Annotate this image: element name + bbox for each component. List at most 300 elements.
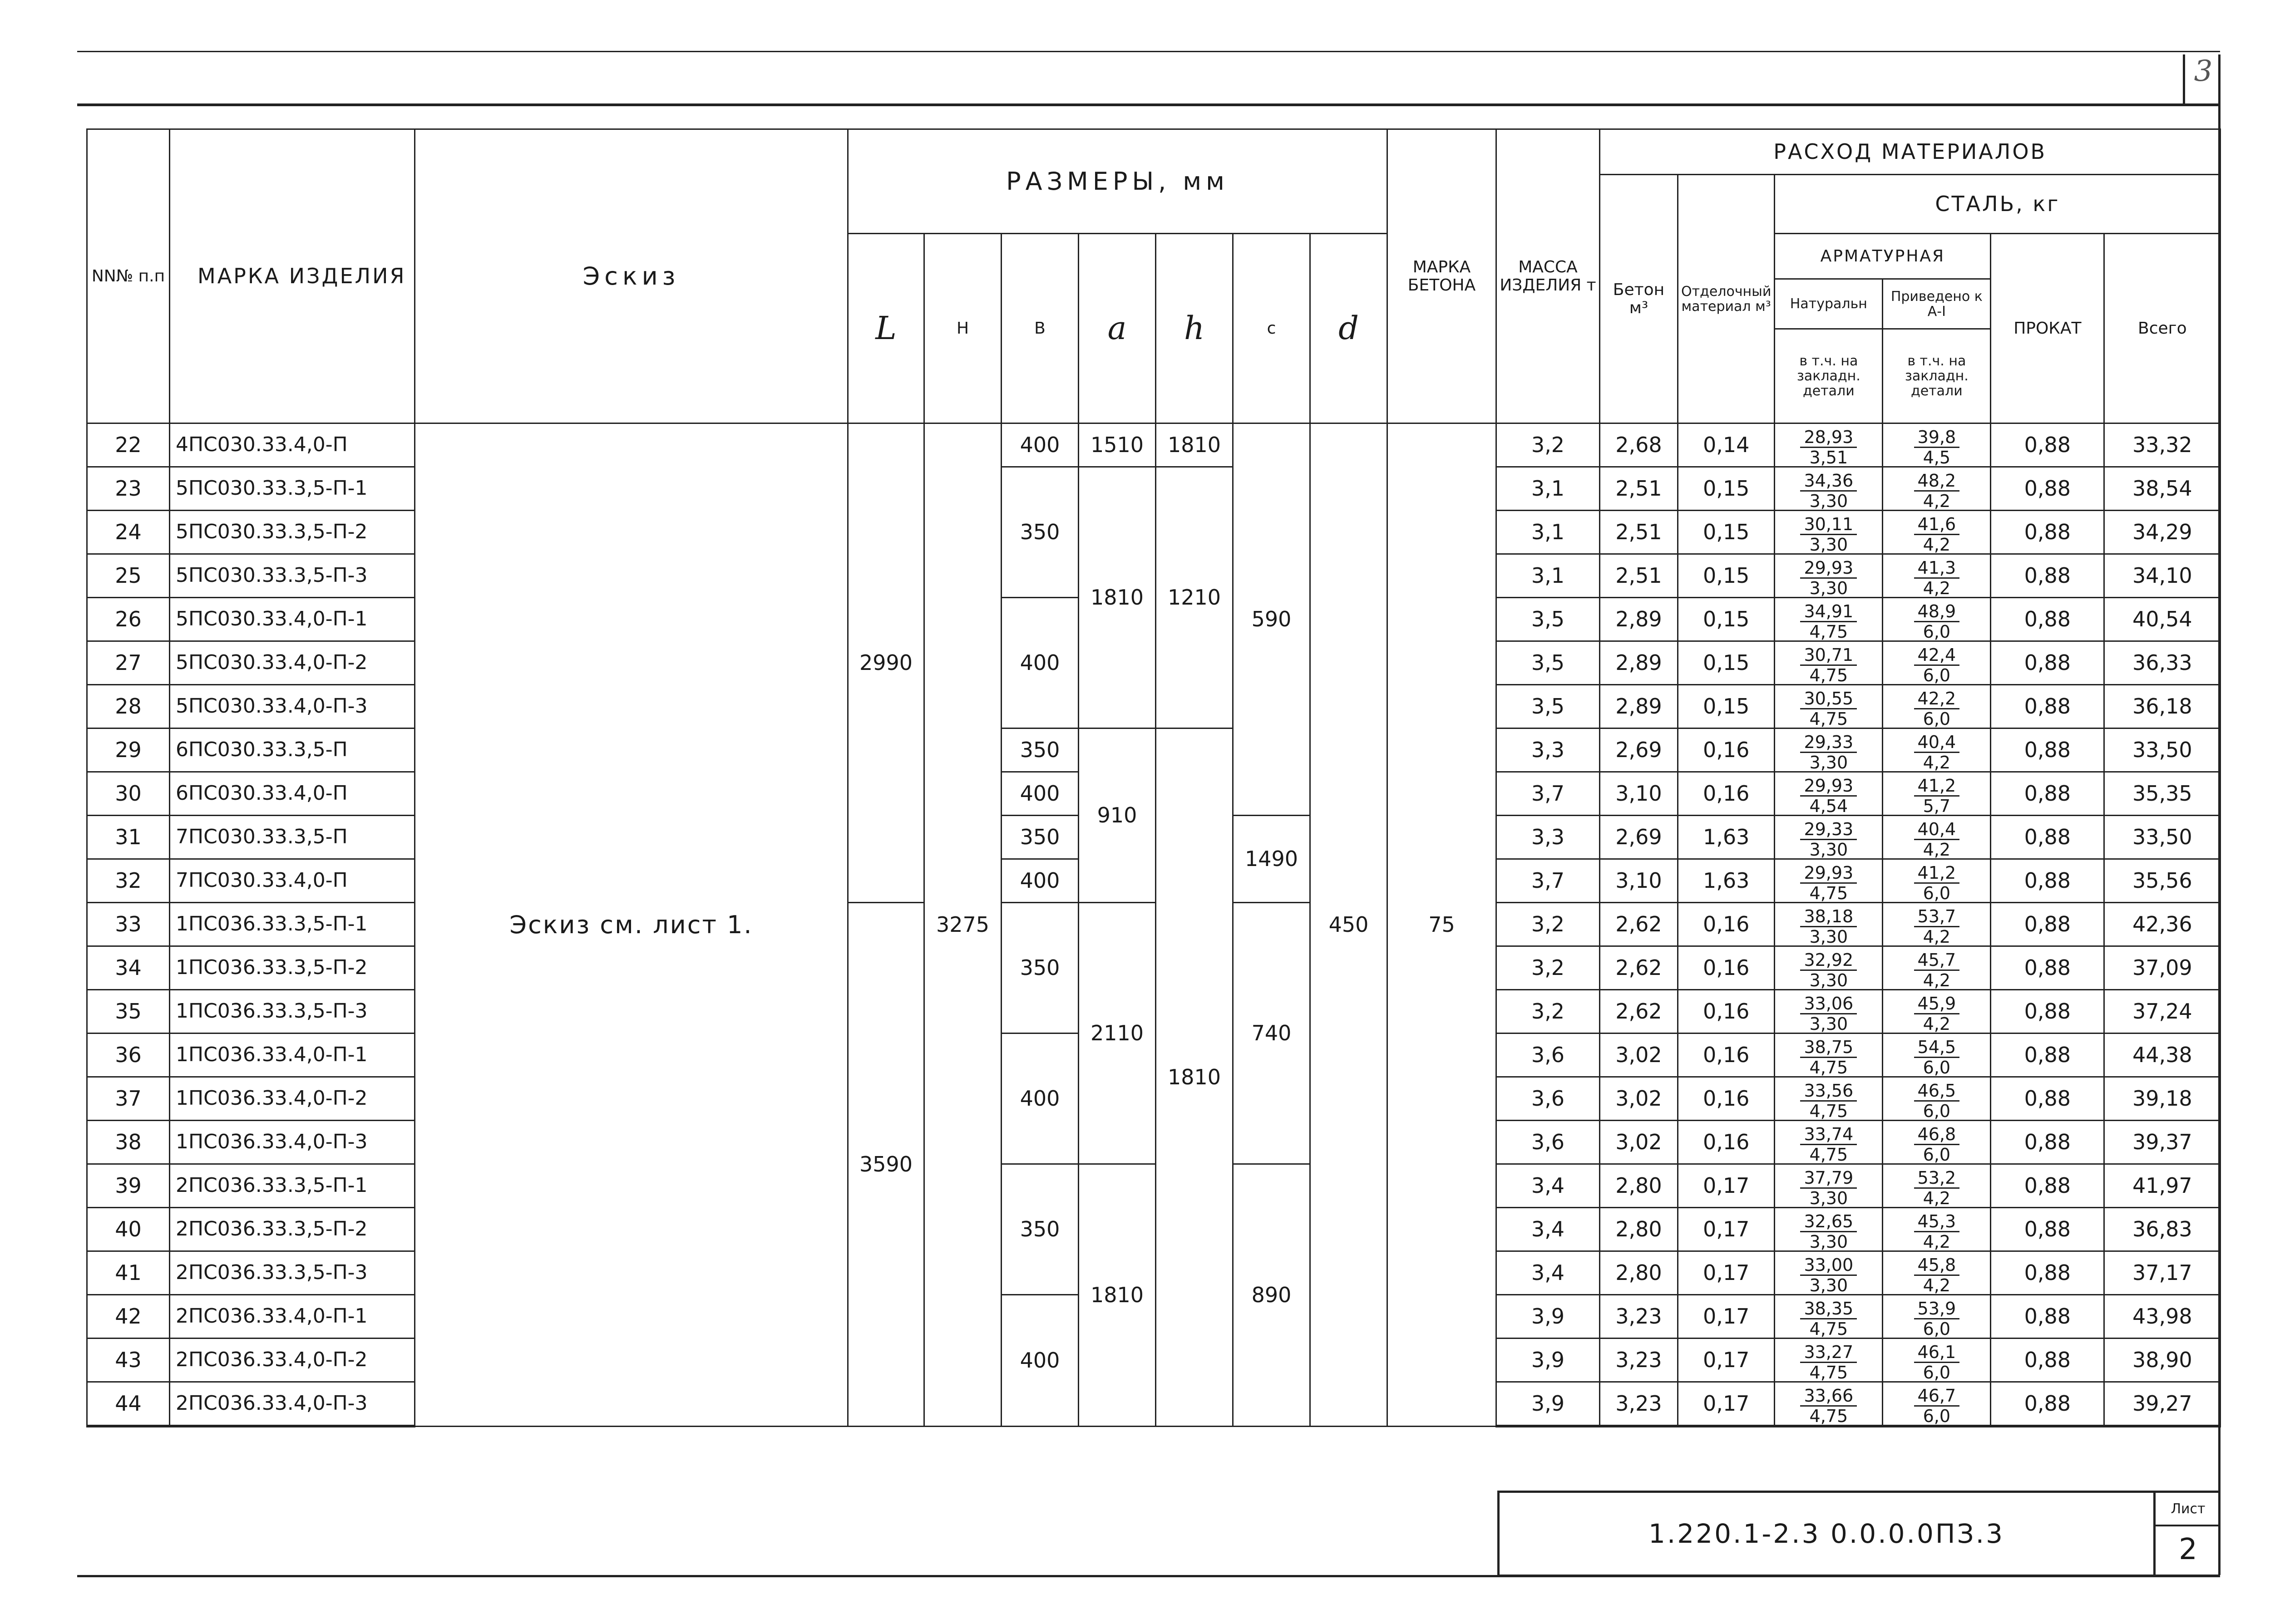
rebar-reduced-fraction bbox=[1914, 690, 1960, 728]
header-dim-c: c bbox=[1233, 234, 1310, 423]
row-number: 34 bbox=[87, 946, 170, 990]
product-mark: 1ПС036.33.3,5-П-3 bbox=[170, 990, 415, 1033]
product-mark: 1ПС036.33.4,0-П-2 bbox=[170, 1077, 415, 1121]
mass-value: 3,5 bbox=[1496, 641, 1600, 685]
concrete-volume: 2,51 bbox=[1600, 511, 1678, 554]
rebar-natural bbox=[1775, 554, 1883, 598]
total-steel-value: 39,18 bbox=[2104, 1077, 2221, 1121]
product-mark: 2ПС036.33.4,0-П-1 bbox=[170, 1295, 415, 1339]
rebar-reduced-total: 46,7 bbox=[1914, 1387, 1960, 1407]
rebar-reduced-embedded: 4,2 bbox=[1923, 491, 1951, 511]
header-dim-B: B bbox=[1002, 234, 1079, 423]
rebar-natural-fraction bbox=[1800, 1169, 1857, 1207]
rebar-natural-total: 29,93 bbox=[1800, 777, 1857, 797]
rebar-reduced-fraction bbox=[1914, 428, 1960, 466]
dim-c-value: 1490 bbox=[1233, 816, 1310, 903]
total-steel-value: 33,50 bbox=[2104, 816, 2221, 859]
rebar-natural-fraction bbox=[1800, 1126, 1857, 1163]
dim-B-value: 350 bbox=[1002, 728, 1079, 772]
rebar-natural-fraction bbox=[1800, 908, 1857, 945]
product-mark: 4ПС030.33.4,0-П bbox=[170, 423, 415, 467]
rolled-steel-value: 0,88 bbox=[1991, 728, 2104, 772]
rebar-reduced-embedded: 5,7 bbox=[1923, 796, 1951, 816]
product-mark: 5ПС030.33.3,5-П-2 bbox=[170, 511, 415, 554]
finishing-volume: 0,15 bbox=[1678, 685, 1775, 728]
dim-a-value: 1810 bbox=[1079, 467, 1156, 728]
rebar-reduced-total: 46,8 bbox=[1914, 1126, 1960, 1145]
row-number: 22 bbox=[87, 423, 170, 467]
total-steel-value: 35,35 bbox=[2104, 772, 2221, 816]
concrete-volume: 3,02 bbox=[1600, 1121, 1678, 1164]
concrete-volume: 2,80 bbox=[1600, 1164, 1678, 1208]
rolled-steel-value: 0,88 bbox=[1991, 946, 2104, 990]
rebar-reduced-total: 42,4 bbox=[1914, 646, 1960, 666]
rebar-natural-embedded: 3,30 bbox=[1809, 839, 1848, 859]
header-sketch: Эскиз bbox=[415, 129, 848, 423]
rebar-natural-embedded: 3,30 bbox=[1809, 491, 1848, 511]
concrete-volume: 3,02 bbox=[1600, 1077, 1678, 1121]
product-mark: 5ПС030.33.4,0-П-2 bbox=[170, 641, 415, 685]
mass-value: 3,6 bbox=[1496, 1077, 1600, 1121]
dim-B-value: 400 bbox=[1002, 1033, 1079, 1164]
total-steel-value: 41,97 bbox=[2104, 1164, 2221, 1208]
rebar-reduced-embedded: 6,0 bbox=[1923, 1144, 1951, 1164]
rebar-natural-fraction bbox=[1800, 1256, 1857, 1294]
rebar-reduced-embedded: 4,2 bbox=[1923, 926, 1951, 946]
rebar-natural bbox=[1775, 903, 1883, 946]
mass-value: 3,2 bbox=[1496, 423, 1600, 467]
rebar-natural-embedded: 4,75 bbox=[1809, 709, 1848, 728]
rebar-reduced-embedded: 6,0 bbox=[1923, 883, 1951, 903]
rebar-natural bbox=[1775, 1077, 1883, 1121]
rebar-natural-embedded: 3,30 bbox=[1809, 1188, 1848, 1208]
rebar-reduced-fraction bbox=[1914, 821, 1960, 858]
row-number: 37 bbox=[87, 1077, 170, 1121]
rebar-reduced bbox=[1883, 772, 1991, 816]
product-mark: 2ПС036.33.4,0-П-3 bbox=[170, 1382, 415, 1427]
mass-value: 3,1 bbox=[1496, 554, 1600, 598]
table-body bbox=[87, 423, 2221, 1427]
total-steel-value: 35,56 bbox=[2104, 859, 2221, 903]
finishing-volume: 0,17 bbox=[1678, 1382, 1775, 1427]
rebar-reduced-fraction bbox=[1914, 1169, 1960, 1207]
product-mark: 2ПС036.33.3,5-П-1 bbox=[170, 1164, 415, 1208]
sheet-label: Лист bbox=[2156, 1493, 2221, 1526]
rebar-reduced bbox=[1883, 859, 1991, 903]
dim-H-value: 3275 bbox=[924, 423, 1002, 1427]
total-steel-value: 34,10 bbox=[2104, 554, 2221, 598]
concrete-volume: 3,10 bbox=[1600, 859, 1678, 903]
rebar-reduced-embedded: 4,2 bbox=[1923, 1014, 1951, 1033]
rolled-steel-value: 0,88 bbox=[1991, 467, 2104, 511]
rebar-reduced-fraction bbox=[1914, 908, 1960, 945]
rebar-reduced-embedded: 6,0 bbox=[1923, 1362, 1951, 1382]
rolled-steel-value: 0,88 bbox=[1991, 772, 2104, 816]
header-rebar: АРМАТУРНАЯ bbox=[1775, 234, 1991, 279]
total-steel-value: 33,32 bbox=[2104, 423, 2221, 467]
product-mark: 2ПС036.33.3,5-П-3 bbox=[170, 1251, 415, 1295]
total-steel-value: 37,24 bbox=[2104, 990, 2221, 1033]
rebar-natural-embedded: 3,30 bbox=[1809, 926, 1848, 946]
total-steel-value: 36,18 bbox=[2104, 685, 2221, 728]
row-number: 43 bbox=[87, 1339, 170, 1382]
total-steel-value: 43,98 bbox=[2104, 1295, 2221, 1339]
rolled-steel-value: 0,88 bbox=[1991, 1339, 2104, 1382]
rebar-reduced-embedded: 6,0 bbox=[1923, 1406, 1951, 1426]
rolled-steel-value: 0,88 bbox=[1991, 1164, 2104, 1208]
row-number: 39 bbox=[87, 1164, 170, 1208]
product-mark: 1ПС036.33.4,0-П-3 bbox=[170, 1121, 415, 1164]
rebar-reduced bbox=[1883, 903, 1991, 946]
rebar-reduced bbox=[1883, 1339, 1991, 1382]
header-reduced-embedded: в т.ч. на закладн. детали bbox=[1883, 329, 1991, 423]
rebar-natural-fraction bbox=[1800, 733, 1857, 771]
rebar-natural-embedded: 4,75 bbox=[1809, 665, 1848, 685]
rebar-reduced-embedded: 6,0 bbox=[1923, 709, 1951, 728]
rebar-reduced-fraction bbox=[1914, 1082, 1960, 1120]
finishing-volume: 0,17 bbox=[1678, 1339, 1775, 1382]
total-steel-value: 33,50 bbox=[2104, 728, 2221, 772]
rebar-natural-total: 33,74 bbox=[1800, 1126, 1857, 1145]
rebar-reduced bbox=[1883, 423, 1991, 467]
rebar-natural-embedded: 3,30 bbox=[1809, 1231, 1848, 1251]
finishing-volume: 0,16 bbox=[1678, 1121, 1775, 1164]
rebar-reduced-embedded: 4,5 bbox=[1923, 447, 1951, 467]
sheet-corner-mark: 3 bbox=[2183, 54, 2221, 104]
mass-value: 3,4 bbox=[1496, 1251, 1600, 1295]
table-row bbox=[87, 467, 2221, 511]
dim-a-value: 2110 bbox=[1079, 903, 1156, 1164]
concrete-volume: 3,23 bbox=[1600, 1339, 1678, 1382]
header-concrete: Бетон м³ bbox=[1600, 175, 1678, 423]
rebar-natural bbox=[1775, 946, 1883, 990]
rebar-natural-total: 33,56 bbox=[1800, 1082, 1857, 1102]
rebar-natural-total: 38,75 bbox=[1800, 1038, 1857, 1058]
rebar-natural-total: 33,00 bbox=[1800, 1256, 1857, 1276]
total-steel-value: 39,37 bbox=[2104, 1121, 2221, 1164]
rebar-reduced-fraction bbox=[1914, 516, 1960, 553]
rebar-reduced-total: 46,1 bbox=[1914, 1343, 1960, 1363]
concrete-volume: 3,02 bbox=[1600, 1033, 1678, 1077]
row-number: 33 bbox=[87, 903, 170, 946]
rebar-reduced bbox=[1883, 1208, 1991, 1251]
rebar-natural-fraction bbox=[1800, 559, 1857, 597]
rebar-natural bbox=[1775, 728, 1883, 772]
concrete-volume: 2,89 bbox=[1600, 598, 1678, 641]
finishing-volume: 0,15 bbox=[1678, 598, 1775, 641]
rebar-natural-total: 33,06 bbox=[1800, 995, 1857, 1014]
product-mark: 1ПС036.33.4,0-П-1 bbox=[170, 1033, 415, 1077]
rebar-natural-fraction bbox=[1800, 864, 1857, 902]
finishing-volume: 0,16 bbox=[1678, 728, 1775, 772]
rebar-natural bbox=[1775, 598, 1883, 641]
rebar-reduced-fraction bbox=[1914, 1256, 1960, 1294]
finishing-volume: 0,16 bbox=[1678, 1033, 1775, 1077]
rebar-reduced bbox=[1883, 467, 1991, 511]
mass-value: 3,2 bbox=[1496, 946, 1600, 990]
dim-a-value: 1510 bbox=[1079, 423, 1156, 467]
rebar-natural-fraction bbox=[1800, 646, 1857, 684]
header-material-consumption: РАСХОД МАТЕРИАЛОВ bbox=[1600, 129, 2221, 175]
rebar-natural-total: 29,93 bbox=[1800, 864, 1857, 884]
concrete-volume: 3,10 bbox=[1600, 772, 1678, 816]
concrete-volume: 2,69 bbox=[1600, 728, 1678, 772]
rebar-natural-embedded: 4,75 bbox=[1809, 1319, 1848, 1339]
rebar-natural-total: 33,27 bbox=[1800, 1343, 1857, 1363]
rebar-natural bbox=[1775, 467, 1883, 511]
header-finishing-material: Отделочный материал м³ bbox=[1678, 175, 1775, 423]
rebar-natural-fraction bbox=[1800, 516, 1857, 553]
table-row bbox=[87, 423, 2221, 467]
product-mark: 6ПС030.33.3,5-П bbox=[170, 728, 415, 772]
rebar-reduced-fraction bbox=[1914, 646, 1960, 684]
rebar-reduced-total: 40,4 bbox=[1914, 733, 1960, 753]
row-number: 29 bbox=[87, 728, 170, 772]
sheet-box bbox=[2153, 1493, 2221, 1575]
row-number: 44 bbox=[87, 1382, 170, 1427]
rebar-natural-total: 37,79 bbox=[1800, 1169, 1857, 1189]
rebar-natural-fraction bbox=[1800, 428, 1857, 466]
header-natural-embedded: в т.ч. на закладн. детали bbox=[1775, 329, 1883, 423]
rebar-reduced-embedded: 6,0 bbox=[1923, 1101, 1951, 1121]
rebar-natural bbox=[1775, 1208, 1883, 1251]
header-dim-L: L bbox=[848, 234, 924, 423]
title-block bbox=[1497, 1491, 2220, 1577]
rebar-natural-embedded: 4,75 bbox=[1809, 883, 1848, 903]
rebar-reduced-total: 45,3 bbox=[1914, 1213, 1960, 1232]
rebar-reduced-fraction bbox=[1914, 603, 1960, 640]
row-number: 42 bbox=[87, 1295, 170, 1339]
rolled-steel-value: 0,88 bbox=[1991, 903, 2104, 946]
rebar-natural bbox=[1775, 772, 1883, 816]
top-thin-rule bbox=[77, 51, 2220, 52]
rolled-steel-value: 0,88 bbox=[1991, 641, 2104, 685]
header-row-number: NN№ п.п bbox=[87, 129, 170, 423]
sketch-note: Эскиз см. лист 1. bbox=[415, 423, 848, 1427]
rebar-reduced-embedded: 4,2 bbox=[1923, 970, 1951, 990]
rebar-reduced bbox=[1883, 1121, 1991, 1164]
mass-value: 3,2 bbox=[1496, 990, 1600, 1033]
rebar-reduced bbox=[1883, 641, 1991, 685]
rolled-steel-value: 0,88 bbox=[1991, 1295, 2104, 1339]
product-mark: 1ПС036.33.3,5-П-1 bbox=[170, 903, 415, 946]
header-dim-d: d bbox=[1310, 234, 1387, 423]
mass-value: 3,5 bbox=[1496, 685, 1600, 728]
rebar-natural bbox=[1775, 1164, 1883, 1208]
rebar-reduced bbox=[1883, 816, 1991, 859]
rebar-reduced-total: 48,9 bbox=[1914, 603, 1960, 622]
mass-value: 3,9 bbox=[1496, 1339, 1600, 1382]
concrete-volume: 2,62 bbox=[1600, 903, 1678, 946]
row-number: 35 bbox=[87, 990, 170, 1033]
mass-value: 3,1 bbox=[1496, 467, 1600, 511]
concrete-volume: 2,51 bbox=[1600, 467, 1678, 511]
rolled-steel-value: 0,88 bbox=[1991, 990, 2104, 1033]
table-header bbox=[87, 129, 2221, 423]
rebar-reduced-total: 41,3 bbox=[1914, 559, 1960, 579]
rebar-natural bbox=[1775, 511, 1883, 554]
rebar-natural bbox=[1775, 1339, 1883, 1382]
product-mark: 6ПС030.33.4,0-П bbox=[170, 772, 415, 816]
row-number: 41 bbox=[87, 1251, 170, 1295]
rebar-natural-embedded: 3,30 bbox=[1809, 970, 1848, 990]
finishing-volume: 0,17 bbox=[1678, 1295, 1775, 1339]
finishing-volume: 0,16 bbox=[1678, 1077, 1775, 1121]
row-number: 40 bbox=[87, 1208, 170, 1251]
rebar-reduced-total: 48,2 bbox=[1914, 472, 1960, 492]
finishing-volume: 1,63 bbox=[1678, 859, 1775, 903]
mass-value: 3,2 bbox=[1496, 903, 1600, 946]
dim-h-value: 1810 bbox=[1156, 423, 1233, 467]
rebar-natural bbox=[1775, 1382, 1883, 1427]
dim-c-value: 890 bbox=[1233, 1164, 1310, 1427]
dim-L-value: 2990 bbox=[848, 423, 924, 903]
rebar-natural-fraction bbox=[1800, 995, 1857, 1033]
rebar-reduced-total: 42,2 bbox=[1914, 690, 1960, 709]
concrete-volume: 3,23 bbox=[1600, 1382, 1678, 1427]
rebar-reduced-total: 45,7 bbox=[1914, 951, 1960, 971]
dim-c-value: 590 bbox=[1233, 423, 1310, 816]
rebar-reduced-total: 54,5 bbox=[1914, 1038, 1960, 1058]
product-mark: 7ПС030.33.4,0-П bbox=[170, 859, 415, 903]
product-mark: 5ПС030.33.4,0-П-1 bbox=[170, 598, 415, 641]
finishing-volume: 0,16 bbox=[1678, 990, 1775, 1033]
header-dim-a: a bbox=[1079, 234, 1156, 423]
rebar-reduced-embedded: 6,0 bbox=[1923, 665, 1951, 685]
rebar-natural-total: 34,36 bbox=[1800, 472, 1857, 492]
dim-B-value: 400 bbox=[1002, 772, 1079, 816]
rolled-steel-value: 0,88 bbox=[1991, 511, 2104, 554]
rebar-reduced-total: 45,8 bbox=[1914, 1256, 1960, 1276]
rebar-reduced-fraction bbox=[1914, 733, 1960, 771]
rebar-reduced-embedded: 4,2 bbox=[1923, 1188, 1951, 1208]
rebar-reduced-fraction bbox=[1914, 472, 1960, 510]
concrete-grade-value: 75 bbox=[1387, 423, 1496, 1427]
rebar-reduced-fraction bbox=[1914, 1213, 1960, 1250]
product-mark: 7ПС030.33.3,5-П bbox=[170, 816, 415, 859]
dim-d-value: 450 bbox=[1310, 423, 1387, 1427]
total-steel-value: 40,54 bbox=[2104, 598, 2221, 641]
rolled-steel-value: 0,88 bbox=[1991, 1077, 2104, 1121]
rolled-steel-value: 0,88 bbox=[1991, 554, 2104, 598]
finishing-volume: 0,17 bbox=[1678, 1251, 1775, 1295]
rebar-natural-fraction bbox=[1800, 1082, 1857, 1120]
header-total: Всего bbox=[2104, 234, 2221, 423]
rolled-steel-value: 0,88 bbox=[1991, 859, 2104, 903]
mass-value: 3,6 bbox=[1496, 1121, 1600, 1164]
rebar-reduced bbox=[1883, 1251, 1991, 1295]
row-number: 31 bbox=[87, 816, 170, 859]
rebar-natural-fraction bbox=[1800, 1300, 1857, 1338]
product-mark: 5ПС030.33.3,5-П-1 bbox=[170, 467, 415, 511]
product-mark: 2ПС036.33.3,5-П-2 bbox=[170, 1208, 415, 1251]
rebar-reduced-total: 41,6 bbox=[1914, 516, 1960, 535]
rolled-steel-value: 0,88 bbox=[1991, 816, 2104, 859]
rebar-reduced-total: 41,2 bbox=[1914, 777, 1960, 797]
rebar-reduced bbox=[1883, 685, 1991, 728]
rebar-natural-embedded: 4,75 bbox=[1809, 621, 1848, 641]
rolled-steel-value: 0,88 bbox=[1991, 1208, 2104, 1251]
concrete-volume: 2,89 bbox=[1600, 685, 1678, 728]
rebar-natural-embedded: 4,75 bbox=[1809, 1057, 1848, 1077]
mass-value: 3,3 bbox=[1496, 728, 1600, 772]
rebar-natural-embedded: 4,75 bbox=[1809, 1362, 1848, 1382]
rebar-natural-fraction bbox=[1800, 777, 1857, 815]
rebar-natural-total: 38,35 bbox=[1800, 1300, 1857, 1319]
dim-a-value: 1810 bbox=[1079, 1164, 1156, 1427]
row-number: 32 bbox=[87, 859, 170, 903]
rebar-reduced-total: 40,4 bbox=[1914, 821, 1960, 840]
header-dim-h: h bbox=[1156, 234, 1233, 423]
total-steel-value: 36,83 bbox=[2104, 1208, 2221, 1251]
dim-B-value: 400 bbox=[1002, 598, 1079, 728]
rebar-reduced bbox=[1883, 598, 1991, 641]
finishing-volume: 0,16 bbox=[1678, 772, 1775, 816]
rebar-reduced-embedded: 4,2 bbox=[1923, 1275, 1951, 1295]
total-steel-value: 38,90 bbox=[2104, 1339, 2221, 1382]
total-steel-value: 37,17 bbox=[2104, 1251, 2221, 1295]
rebar-reduced-total: 53,9 bbox=[1914, 1300, 1960, 1319]
dim-h-value: 1810 bbox=[1156, 728, 1233, 1427]
rebar-natural bbox=[1775, 1251, 1883, 1295]
rebar-natural-fraction bbox=[1800, 1213, 1857, 1250]
rolled-steel-value: 0,88 bbox=[1991, 1121, 2104, 1164]
dim-B-value: 400 bbox=[1002, 423, 1079, 467]
dim-B-value: 350 bbox=[1002, 903, 1079, 1033]
rebar-natural bbox=[1775, 1295, 1883, 1339]
rebar-natural-total: 28,93 bbox=[1800, 428, 1857, 448]
table-row bbox=[87, 1164, 2221, 1208]
dim-c-value: 740 bbox=[1233, 903, 1310, 1164]
rolled-steel-value: 0,88 bbox=[1991, 423, 2104, 467]
rebar-natural bbox=[1775, 1121, 1883, 1164]
table-row bbox=[87, 728, 2221, 772]
rebar-reduced-fraction bbox=[1914, 951, 1960, 989]
rebar-reduced-total: 53,7 bbox=[1914, 908, 1960, 927]
mass-value: 3,6 bbox=[1496, 1033, 1600, 1077]
header-product-mass: МАССА ИЗДЕЛИЯ т bbox=[1496, 129, 1600, 423]
finishing-volume: 1,63 bbox=[1678, 816, 1775, 859]
mass-value: 3,9 bbox=[1496, 1295, 1600, 1339]
rebar-natural-total: 30,11 bbox=[1800, 516, 1857, 535]
rebar-reduced bbox=[1883, 554, 1991, 598]
rebar-natural-embedded: 3,51 bbox=[1809, 447, 1848, 467]
header-dim-H: H bbox=[924, 234, 1002, 423]
header-rebar-natural: Натуральн bbox=[1775, 279, 1883, 329]
finishing-volume: 0,15 bbox=[1678, 641, 1775, 685]
finishing-volume: 0,17 bbox=[1678, 1164, 1775, 1208]
product-mark: 5ПС030.33.3,5-П-3 bbox=[170, 554, 415, 598]
mass-value: 3,4 bbox=[1496, 1208, 1600, 1251]
rebar-natural-fraction bbox=[1800, 472, 1857, 510]
product-mark: 5ПС030.33.4,0-П-3 bbox=[170, 685, 415, 728]
document-code: 1.220.1-2.3 0.0.0.0ПЗ.3 bbox=[1648, 1518, 2005, 1549]
rebar-reduced-fraction bbox=[1914, 559, 1960, 597]
rebar-natural-total: 38,18 bbox=[1800, 908, 1857, 927]
rebar-natural-total: 34,91 bbox=[1800, 603, 1857, 622]
finishing-volume: 0,15 bbox=[1678, 554, 1775, 598]
rebar-reduced-total: 45,9 bbox=[1914, 995, 1960, 1014]
rolled-steel-value: 0,88 bbox=[1991, 1033, 2104, 1077]
total-steel-value: 38,54 bbox=[2104, 467, 2221, 511]
rebar-natural-embedded: 4,75 bbox=[1809, 1101, 1848, 1121]
rebar-reduced bbox=[1883, 728, 1991, 772]
rebar-reduced-total: 53,2 bbox=[1914, 1169, 1960, 1189]
rolled-steel-value: 0,88 bbox=[1991, 1251, 2104, 1295]
rolled-steel-value: 0,88 bbox=[1991, 598, 2104, 641]
rebar-reduced-total: 46,5 bbox=[1914, 1082, 1960, 1102]
rebar-natural-embedded: 3,30 bbox=[1809, 1014, 1848, 1033]
